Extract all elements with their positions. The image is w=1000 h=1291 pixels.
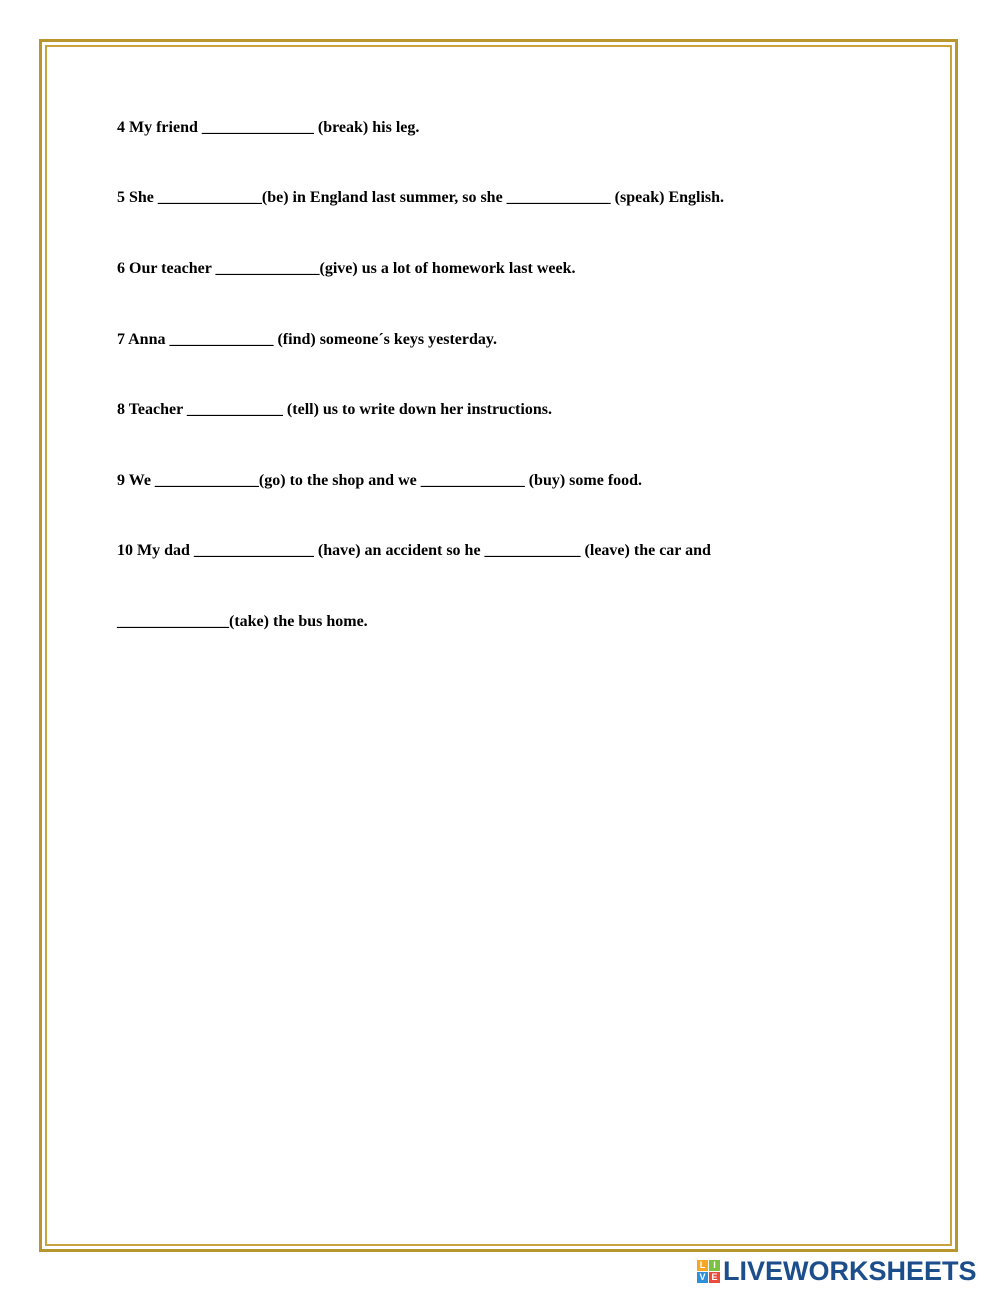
liveworksheets-logo-mark (697, 1260, 720, 1283)
liveworksheets-logo-text: LIVEWORKSHEETS (723, 1255, 977, 1286)
logo-mark-letter-e: E (709, 1272, 720, 1283)
logo-mark-letter-l: L (697, 1260, 708, 1271)
exercise-line-10-continued: ______________(take) the bus home. (117, 613, 368, 630)
exercise-line-8: 8 Teacher ____________ (tell) us to write down her instructions. (117, 401, 552, 418)
exercise-line-5: 5 She _____________(be) in England last summer, so she _____________ (speak) English. (117, 189, 725, 206)
exercise-line-4: 4 My friend ______________ (break) his leg. (117, 119, 420, 136)
page-border-inner (45, 45, 952, 1246)
logo-mark-letter-v: V (697, 1272, 708, 1283)
exercise-line-9: 9 We _____________(go) to the shop and we _____________ (buy) some food. (117, 472, 643, 489)
liveworksheets-logo (697, 1256, 977, 1286)
exercise-line-10: 10 My dad _______________ (have) an accident so he ____________ (leave) the car and (117, 542, 711, 559)
exercise-line-7: 7 Anna _____________ (find) someone´s keys yesterday. (117, 331, 498, 348)
logo-mark-letter-i: I (709, 1260, 720, 1271)
exercise-line-6: 6 Our teacher _____________(give) us a lot of homework last week. (117, 260, 576, 277)
